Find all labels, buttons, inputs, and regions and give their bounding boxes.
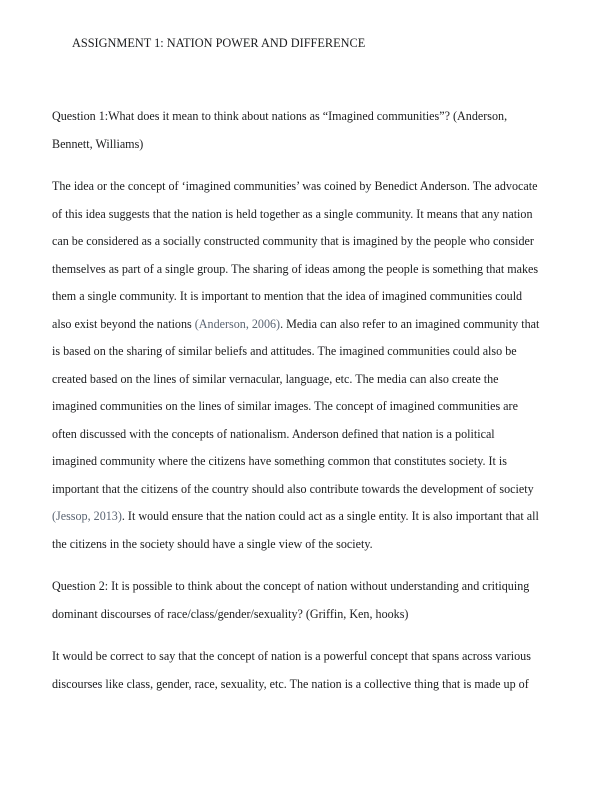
text-line: Bennett, Williams) (52, 136, 144, 151)
citation-reference: (Jessop, 2013) (52, 509, 122, 523)
text-line: Question 1:What does it mean to think about nations as “Imagined communities”? (Anderson, (52, 109, 508, 123)
citation-reference: (Anderson, 2006) (194, 316, 281, 331)
text-line: them a single community. It is important to mention that the idea of imagined communities could (52, 289, 523, 303)
question-2-heading (52, 573, 529, 628)
text-line: themselves as part of a single group. The sharing of ideas among the people is something that makes (52, 261, 539, 276)
text-line: important that the citizens of the country should also contribute towards the development of society (52, 481, 534, 496)
text-line: of this idea suggests that the nation is held together as a single community. It means that any nation (52, 206, 533, 221)
text-line: (Jessop, 2013). It would ensure that the nation could act as a single entity. It is also important that all (52, 509, 539, 523)
text-line: can be considered as a socially constructed community that is imagined by the people who consider (52, 234, 534, 248)
text-line: the citizens in the society should have a single view of the society. (52, 536, 373, 551)
answer-1-paragraph (52, 173, 539, 558)
text-line: also exist beyond the nations (Anderson, 2006). Media can also refer to an imagined community that (52, 316, 540, 331)
assignment-header-title: ASSIGNMENT 1: NATION POWER AND DIFFERENCE (72, 36, 366, 50)
text-line: often discussed with the concepts of nationalism. Anderson defined that nation is a political (52, 426, 495, 441)
text-line: imagined communities on the lines of similar images. The concept of imagined communities are (52, 399, 518, 413)
text-line: created based on the lines of similar vernacular, language, etc. The media can also create the (52, 371, 499, 386)
text-line: imagined community where the citizens have something common that constitutes society. It is (52, 454, 507, 468)
answer-2-paragraph (52, 643, 531, 698)
text-line: dominant discourses of race/class/gender/sexuality? (Griffin, Ken, hooks) (52, 606, 409, 621)
text-line: is based on the sharing of similar beliefs and attitudes. The imagined communities could also be (52, 344, 517, 358)
question-1-heading (52, 103, 507, 158)
text-line: It would be correct to say that the concept of nation is a powerful concept that spans across various (52, 649, 531, 663)
text-line: Question 2: It is possible to think about the concept of nation without understanding and critiquing (52, 579, 530, 593)
text-line: The idea or the concept of ‘imagined communities’ was coined by Benedict Anderson. The advocate (52, 179, 538, 193)
text-line: discourses like class, gender, race, sexuality, etc. The nation is a collective thing that is made up of (52, 676, 529, 691)
